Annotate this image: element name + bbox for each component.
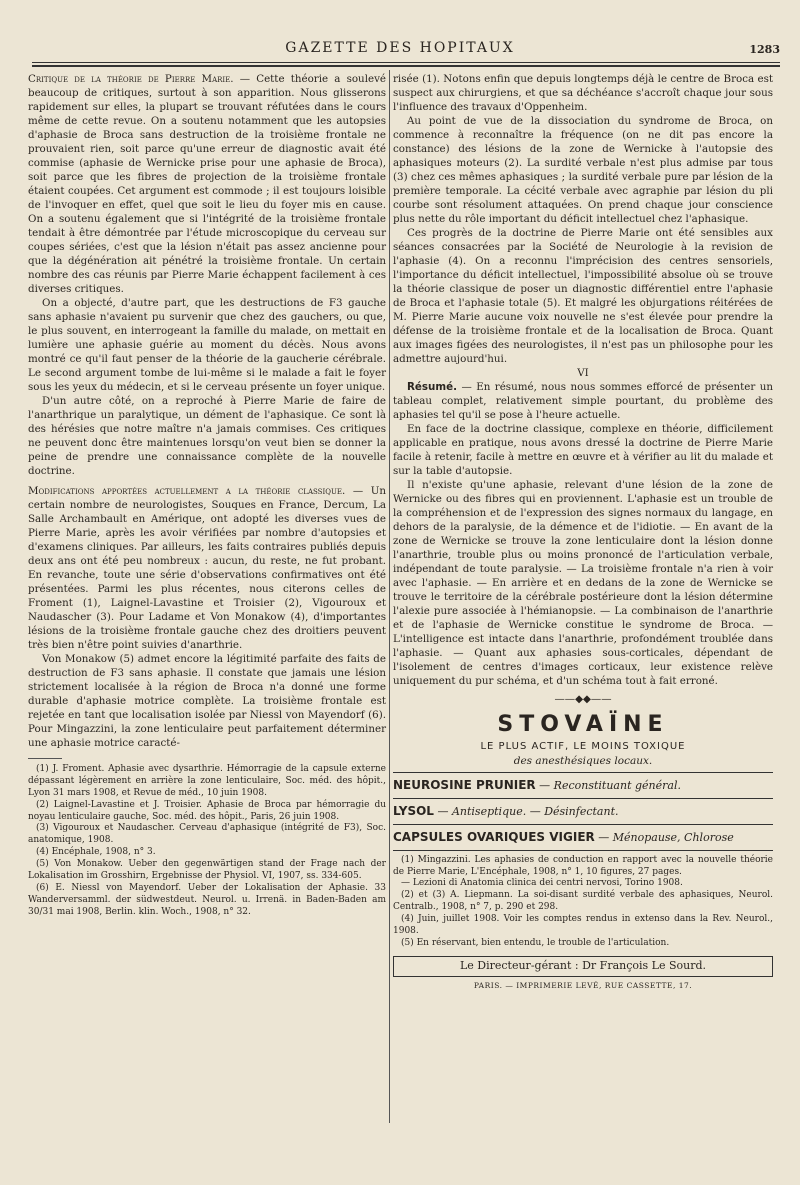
ornament: ——◆◆—— (554, 693, 612, 705)
resume-title: Résumé. (407, 381, 457, 393)
footnote: (2) et (3) A. Liepmann. La soi-disant surdité verbale des aphasiques, Neurol. Centralb., 1908, n° 7, p. 290 et 298. (393, 890, 773, 913)
dissociation-paragraph: Au point de vue de la dissociation du syndrome de Broca, on commence à reconnaître la fréquence (on ne dit pas encore la constance) des lésions de la zone de Wernicke à l'autopsie des aphasiques moteurs (2). La surdité verbale n'est plus admise par tous (3) chez ces mêmes aphasiques ; la surdité verbale pure par lésion de la première temporale. La cécité verbale avec agraphie par lésion du pli courbe sont résolument attaquées. On prend chaque jour conscience plus nette du rôle important du déficit intellectuel chez l'aphasique. (393, 115, 773, 225)
neurosine-ad (393, 777, 773, 794)
footnote: (5) Von Monakow. Ueber den gegenwärtigen stand der Frage nach der Lokalisation im Grosshirn, Ergebnisse der Physiol. VI, 1907, ss. 334-605. (28, 859, 386, 881)
column-divider (389, 70, 390, 1123)
progress-paragraph: Ces progrès de la doctrine de Pierre Marie ont été sensibles aux séances consacrées par la Société de Neurologie à la revision de l'aphasie (4). On a reconnu l'imprécision des centres sensoriels, l'importance du déficit intellectuel, l'impossibilité absolue où se trouve la théorie classique de poser un diagnostic différentiel entre l'aphasie de Broca et l'aphasie totale (5). Et malgré les objurgations réitérées de M. Pierre Marie aucune voix nouvelle ne s'est élevée pour prendre la défense de la troisième frontale et de la localisation de Broca. Quant aux images figées des neurologistes, il n'est pas un philosophe pour les admettre aujourd'hui. (393, 227, 773, 365)
neurosine-desc: — Reconstituant général. (535, 778, 681, 792)
left-footnotes (28, 764, 386, 918)
footnote: (1) Mingazzini. Les aphasies de conduction en rapport avec la nouvelle théorie de Pierre Marie, L'Encéphale, 1908, n° 1, 10 figures, 27 pages. (393, 854, 773, 877)
critique-paragraph (28, 72, 386, 296)
footnote: (6) E. Niessl von Mayendorf. Ueber der Lokalisation der Aphasie. 33 Wanderversamml. der südwestdeut. Neurol. u. Irrenä. in Baden-Baden am 30/31 mai 1908, Berlin. klin. Woch., 1908, n° 32. (28, 882, 386, 917)
right-column (393, 72, 773, 991)
director-line: Le Directeur-gérant : Dr François Le Sourd. (393, 956, 773, 977)
journal-title: GAZETTE DES HOPITAUX (285, 40, 515, 56)
modifications-title: Modifications apportées actuellement a la théorie classique. (28, 485, 346, 497)
resume-paragraph-3: Il n'existe qu'une aphasie, relevant d'une lésion de la zone de Wernicke ou des fibres qui en proviennent. L'aphasie est un trouble de la compréhension et de l'expression des signes normaux du langage, en dehors de la paralysie, de la démence et de l'idiotie. — En avant de la zone de Wernicke se trouve la zone lenticulaire dont la lésion donne l'anarthrie, trouble plus ou moins prononcé de l'articulation verbale, indépendant de toute paralysie. — La troisième frontale n'a rien à voir avec l'aphasie. — En arrière et en dedans de la zone de Wernicke se trouve le territoire de la cérébrale postérieure dont la lésion détermine l'alexie pure associée à l'hémianopsie. — La combinaison de l'anarthrie et de l'aphasie de Wernicke constitue le syndrome de Broca. — L'intelligence est intacte dans l'anarthrie, profondément troublée dans l'aphasie. — Quant aux aphasies sous-corticales, dépendant de l'isolement de centres d'images corticaux, leur existence relève uniquement du pur schéma, et d'un schéma tout à fait erroné. (393, 479, 773, 687)
modifications-text: — Un certain nombre de neurologistes, Souques en France, Dercum, La Salle Archambault en Amérique, ont adopté les diverses vues de Pierre Marie, après les avoir vérifiées par nombre d'autopsies et d'examens cliniques. Par ailleurs, les faits contraires publiés depuis deux ans ont été peu nombreux : aucun, du reste, ne fut probant. En revanche, toute une série d'observations confirmatives ont été présentées. Parmi les plus récentes, nous citerons celles de Froment (1), Laignel-Lavastine et Troisier (2), Vigouroux et Naudascher (3). Pour Ladame et Von Monakow (4), d'importantes lésions de la troisième frontale gauche chez des droitiers peuvent très bien n'être point suivies d'anarthrie. (28, 485, 387, 651)
footnote: — Lezioni di Anatomia clinica dei centri nervosi, Torino 1908. (401, 878, 683, 889)
right-footnotes (393, 855, 773, 950)
critique-paragraph-3: D'un autre côté, on a reproché à Pierre Marie de faire de l'anarthrique un paralytique, un dément de l'aphasique. Ce sont là des hérésies que notre maître n'a jamais commises. Ces critiques ne peuvent donc être maintenues lorsqu'on veut bien se donner la peine de prendre une connaissance complète de la nouvelle doctrine. (28, 395, 386, 477)
page-number: 1283 (749, 43, 780, 56)
footnote: (5) En réservant, bien entendu, le trouble de l'articulation. (401, 937, 670, 948)
modifications-paragraph (28, 484, 386, 652)
critique-paragraph-2: On a objecté, d'autre part, que les destructions de F3 gauche sans aphasie n'avaient pu survenir que chez des gauchers, ou que, le plus souvent, en interrogeant la famille du malade, on mettait en lumière une aphasie guérie au moment du décès. Nous avons montré ce qu'il faut penser de la théorie de la gaucherie cérébrale. Le second argument tombe de lui-même si le malade a fait le foyer sous les yeux du médecin, et si le cerveau présente un foyer unique. (28, 297, 386, 393)
lysol-ad (393, 803, 773, 820)
footnote: (4) Encéphale, 1908, n° 3. (36, 847, 156, 858)
capsules-ad (393, 829, 773, 846)
stovaine-ad-title: STOVAÏNE (497, 712, 669, 737)
footnote: (4) Juin, juillet 1908. Voir les comptes rendus in extenso dans la Rev. Neurol., 1908. (393, 914, 773, 936)
capsules-name: CAPSULES OVARIQUES VIGIER (393, 829, 595, 844)
lysol-name: LYSOL (393, 803, 434, 818)
resume-text: — En résumé, nous nous sommes efforcé de présenter un tableau complet, relativement simple pourtant, du problème des aphasies tel qu'il se pose à l'heure actuelle. (393, 381, 773, 421)
printer-line: PARIS. — IMPRIMERIE LEVÉ, RUE CASSETTE, 17. (473, 980, 693, 990)
critique-title: Critique de la théorie de Pierre Marie. (28, 73, 234, 85)
neurosine-name: NEUROSINE PRUNIER (393, 777, 536, 792)
capsules-desc: — Ménopause, Chlorose (594, 830, 734, 844)
footnote: (2) Laignel-Lavastine et J. Troisier. Aphasie de Broca par hémorragie du noyau lenticulaire gauche, Soc. méd. des hôpit., Paris, 26 juin 1908. (28, 799, 386, 822)
footnote: (3) Vigouroux et Naudascher. Cerveau d'aphasique (intégrité de F3), Soc. anatomique, 1908. (28, 823, 386, 846)
stovaine-ad-subtitle: LE PLUS ACTIF, LE MOINS TOXIQUE (480, 740, 686, 752)
lysol-desc: — Antiseptique. — Désinfectant. (433, 804, 619, 818)
stovaine-ad-subtitle-2: des anesthésiques locaux. (513, 754, 653, 767)
footnote-rule (28, 758, 62, 759)
section-heading: VI (577, 367, 589, 379)
resume-paragraph-2: En face de la doctrine classique, complexe en théorie, difficilement applicable en pratique, nous avons dressé la doctrine de Pierre Marie facile à retenir, facile à mettre en œuvre et à vérifier au lit du malade et sur la table d'autopsie. (393, 423, 773, 477)
ad-rule (393, 772, 773, 773)
footnote: (1) J. Froment. Aphasie avec dysarthrie. Hémorragie de la capsule externe dépassant légèrement en arrière la zone lenticulaire, Soc. méd. des hôpit., Lyon 31 mars 1908, et Revue de méd., 10 juin 1908. (28, 764, 386, 798)
ad-rule (393, 850, 773, 851)
page-header (0, 40, 800, 60)
ad-rule (393, 824, 773, 825)
modifications-paragraph-2: Von Monakow (5) admet encore la légitimité parfaite des faits de destruction de F3 sans aphasie. Il constate que jamais une lésion strictement localisée à la région de Broca n'a donné une forme durable d'aphasie motrice complète. La troisième frontale est rejetée en tant que localisation isolée par Niessl von Mayendorf (6). Pour Mingazzini, la zone lenticulaire peut parfaitement déterminer une aphasie motrice caracté- (28, 653, 386, 749)
left-column (28, 72, 386, 918)
resume-paragraph (393, 380, 773, 422)
critique-text: — Cette théorie a soulevé beaucoup de critiques, surtout à son apparition. Nous glisserons rapidement sur elles, la plupart se trouvant réfutées dans le cours même de cette revue. On a soutenu notamment que les autopsies d'aphasie de Broca sans destruction de la troisième frontale ne prouvaient rien, soit parce qu'une erreur de diagnostic avait été commise (aphasie de Wernicke prise pour une aphasie de Broca), soit parce que les fibres de projection de la troisième frontale étaient coupées. Cet argument est commode ; il est toujours loisible de l'invoquer en effet, quel que soit le lieu du foyer mis en cause. On a soutenu également que si l'intégrité de la troisième frontale tendait à être démontrée par l'étude microscopique du cerveau sur coupes sériées, c'est que la lésion n'était pas assez ancienne pour que la dégénération ait pénétré la troisième frontale. Un certain nombre des cas réunis par Pierre Marie échappent facilement à ces diverses critiques. (28, 73, 386, 295)
ad-rule (393, 798, 773, 799)
header-rule (32, 62, 780, 67)
continuation-paragraph: risée (1). Notons enfin que depuis longtemps déjà le centre de Broca est suspect aux chirurgiens, et que sa déchéance s'accroît chaque jour sous l'influence des travaux d'Oppenheim. (393, 73, 773, 113)
